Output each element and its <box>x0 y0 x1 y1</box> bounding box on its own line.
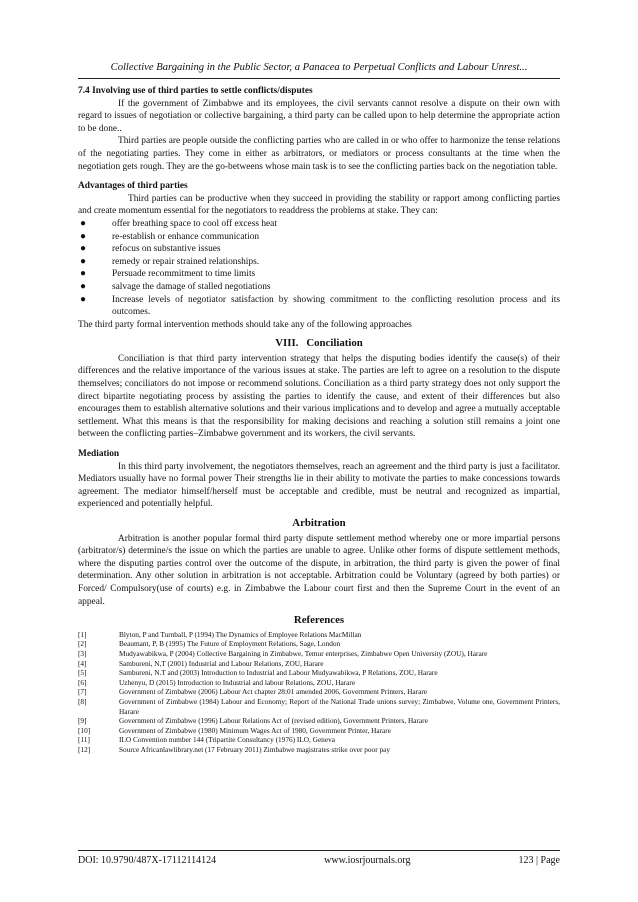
reference-item: [2] Beaumant, P, B (1995) The Future of Employment Relations, Sage, London <box>78 639 341 649</box>
page-body <box>78 85 560 754</box>
doi: DOI: 10.9790/487X-17112114124 <box>78 855 217 866</box>
running-head: Collective Bargaining in the Public Sector, a Panacea to Perpetual Conflicts and Labour Unrest... <box>110 62 528 73</box>
list-item: ● Increase levels of negotiator satisfaction by showing commitment to the conflicting resolution process and its outcomes. <box>80 293 560 318</box>
reference-item: [12] Source Africanlawlibrary.net (17 February 2011) Zimbabwe magistrates strike over poor pay <box>78 744 390 754</box>
mediation-heading: Mediation <box>78 449 120 460</box>
page-number: 123 | Page <box>518 855 560 866</box>
section-title-arbitration: Arbitration <box>292 517 346 529</box>
reference-item: [8] Government of Zimbabwe (1984) Labour and Economy; Report of the National Trade unions survey; Zimbabwe, Volume one, Government Printers, Harare <box>78 696 560 716</box>
section-number: VIII. <box>275 337 299 350</box>
advantages-heading: Advantages of third parties <box>78 181 188 192</box>
references-title: References <box>293 614 345 627</box>
list-item: ● salvage the damage of stalled negotiations <box>80 280 271 292</box>
paragraph: In this third party involvement, the negotiators themselves, reach an agreement and the third party is just a facilitator. Mediators usually have no formal power Their strengths lie in their ability to motivate the parties to make concessions towards agreement. The mediator himself/herself must be acceptable and credible, must be neutral and recognized as impartial, experienced and potentially helpful. <box>78 461 560 510</box>
paragraph: Conciliation is that third party intervention strategy that helps the disputing bodies identify the cause(s) of their differences and the relative importance of the various issues at stake. The parties are left to agree on a resolution to the dispute themselves; conciliators do not impose or recommend solutions. Conciliation as a third party strategy does not only support the direct bipartite negotiating process by assisting the parties to identify the cause, and extent of their differences but also encourages them to establish alternative solutions and their various implications and to develop and agree a mutually acceptable settlement. What this means is that the responsibility for making decisions and reaching a solution still remains a joint one between the conflicting parties–Zimbabwe government and its workers, the civil servants. <box>78 353 560 440</box>
list-item: ● Persuade recommitment to time limits <box>80 268 256 280</box>
section-title-conciliation <box>78 337 560 350</box>
page-footer <box>78 855 560 866</box>
header-rule <box>78 78 560 79</box>
advantages-list <box>78 218 560 319</box>
bullet-icon: ● <box>80 255 87 267</box>
list-item: ● offer breathing space to cool off excess heat <box>80 217 277 229</box>
list-item: ● refocus on substantive issues <box>80 243 221 255</box>
bullet-icon: ● <box>80 243 87 255</box>
bullet-icon: ● <box>80 280 87 292</box>
paragraph: Arbitration is another popular formal third party dispute settlement method whereby one or more impartial persons (arbitrator/s) determine/s the issue on which the parties are unable to agree. Unlike other forms of dispute settlement methods, where the disputing parties control over the outcome of the dispute, in arbitration, the third party is given the power of final determination. Any other solution in arbitration is not acceptable. Arbitration could be Voluntary (agreed by both parties) or Forced/ Compulsory(use of courts) e.g. in Zimbabwe the Labour court first and then the Supreme Court in the event of an appeal. <box>78 533 560 607</box>
reference-item: [1] Blyton, P and Turnball, P (1994) The Dynamics of Employee Relations MacMillan <box>78 629 362 639</box>
paragraph: If the government of Zimbabwe and its employees, the civil servants cannot resolve a dispute on their own with regard to issues of negotiation or collective bargaining, a third party can be called upon to help determine the appropriate action to be done.. <box>78 98 560 134</box>
bullet-icon: ● <box>80 268 87 280</box>
reference-item: [7] Government of Zimbabwe (2006) Labour Act chapter 28:01 amended 2006, Government Printers, Harare <box>78 687 427 697</box>
reference-item: [6] Uzhenyu, D (2015) Introduction to Industrial and labour Relations, ZOU, Harare <box>78 677 356 687</box>
references-list <box>78 630 560 755</box>
reference-item: [3] Mudyawabikwa, P (2004) Collective Bargaining in Zimbabwe, Temur enterprises, Zimbabwe Open University (ZOU), Harare <box>78 648 488 658</box>
reference-item: [10] Government of Zimbabwe (1980) Minimum Wages Act of 1980, Government Printer, Harare <box>78 725 391 735</box>
section-heading-7-4: 7.4 Involving use of third parties to settle conflicts/disputes <box>78 86 313 96</box>
list-item: ● re-establish or enhance communication <box>80 230 260 242</box>
bullet-icon: ● <box>80 217 87 229</box>
footer-rule <box>78 850 560 851</box>
paragraph: The third party formal intervention methods should take any of the following approaches <box>78 319 412 330</box>
reference-item: [9] Government of Zimbabwe (1996) Labour Relations Act of (revised edition), Government Printers, Harare <box>78 716 428 726</box>
reference-item: [4] Sambureni, N,T (2001) Industrial and Labour Relations, ZOU, Harare <box>78 658 324 668</box>
reference-item: [11] ILO Convention number 144 (Tripartite Consultancy (1976) ILO, Geneva <box>78 735 335 745</box>
list-item: ● remedy or repair strained relationships. <box>80 255 260 267</box>
bullet-icon: ● <box>80 293 87 305</box>
paragraph: Third parties are people outside the conflicting parties who are called in or who offer to harmonize the tense relations of the negotiating parties. They come in either as arbitrators, or mediators or process consultants at the time when the negotiation gets rough. They are the go-betweens whose main task is to see the conflicting parties back on the negotiation table. <box>78 136 560 172</box>
journal-site: www.iosrjournals.org <box>324 855 411 866</box>
reference-item: [5] Sambureni, N.T and (2003) Introduction to Industrial and Labour Mudyawabikwa, P Relations, ZOU, Harare <box>78 668 438 678</box>
paragraph: Third parties can be productive when they succeed in providing the stability or rapport among conflicting parties and create momentum essential for the negotiators to readdress the problems at stake. They can: <box>78 193 560 217</box>
bullet-icon: ● <box>80 230 87 242</box>
section-title-text: Conciliation <box>306 337 363 350</box>
